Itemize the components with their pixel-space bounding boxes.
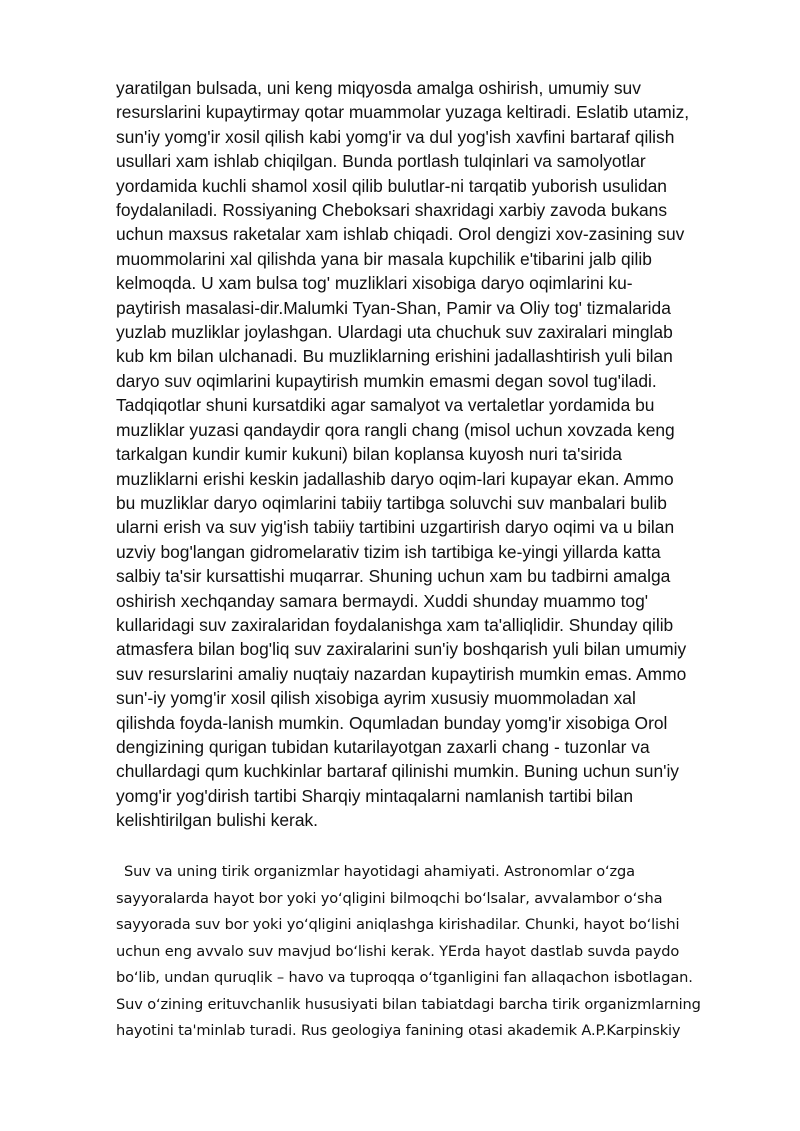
text-line: boʻlib, undan quruqlik – havo va tuproqqa oʻtganligini fan allaqachon isbotlagan. — [116, 969, 693, 986]
text-line: suv resurslarini amaliy nuqtaiy nazardan kupaytirish mumkin emas. Ammo — [116, 663, 687, 684]
text-line: uchun maxsus raketalar xam ishlab chiqadi. Orol dengizi xov-zasining suv — [116, 224, 685, 245]
text-line: paytirish masalasi-dir.Malumki Tyan-Shan, Pamir va Oliy tog' tizmalarida — [116, 297, 671, 318]
text-line: foydalaniladi. Rossiyaning Cheboksari shaxridagi xarbiy zavoda bukans — [116, 200, 668, 221]
text-line: qilishda foyda-lanish mumkin. Oqumladan bunday yomg'ir xisobiga Orol — [116, 712, 668, 733]
paragraph-2 — [116, 859, 738, 1045]
text-line: atmasfera bilan bog'liq suv zaxiralarini sun'iy boshqarish yuli bilan umumiy — [116, 639, 687, 660]
text-line: Tadqiqotlar shuni kursatdiki agar samalyot va vertaletlar yordamida bu — [116, 395, 655, 416]
text-line: muzliklar yuzasi qandaydir qora rangli chang (misol uchun xovzada keng — [116, 419, 675, 440]
text-line: uchun eng avvalo suv mavjud boʻlishi kerak. YErda hayot dastlab suvda paydo — [116, 942, 680, 960]
text-line: muommolarini xal qilishda yana bir masala kupchilik e'tibarini jalb qilib — [116, 248, 652, 269]
text-line: yaratilgan bulsada, uni keng miqyosda amalga oshirish, umumiy suv — [116, 78, 641, 98]
text-line: hayotini ta'minlab turadi. Rus geologiya fanining otasi akademik A.P.Karpinskiy — [116, 1022, 681, 1039]
text-line: yuzlab muzliklar joylashgan. Ulardagi uta chuchuk suv zaxiralari minglab — [116, 322, 673, 343]
text-line: sayyorada suv bor yoki yoʻqligini aniqlashga kirishadilar. Chunki, hayot boʻlishi — [116, 916, 680, 933]
text-line: chullardagi qum kuchkinlar bartaraf qilinishi mumkin. Buning uchun sun'iy — [116, 761, 680, 782]
text-line: ularni erish va suv yig'ish tabiiy tartibini uzgartirish daryo oqimi va u bilan — [116, 517, 675, 538]
text-line: kullaridagi suv zaxiralaridan foydalanishga xam ta'alliqlidir. Shunday qilib — [116, 614, 674, 635]
text-line: Suv oʻzining erituvchanlik hususiyati bilan tabiatdagi barcha tirik organizmlarning — [116, 995, 701, 1013]
text-line: usullari xam ishlab chiqilgan. Bunda portlash tulqinlari va samolyotlar — [116, 151, 646, 172]
text-line: kelishtirilgan bulishi kerak. — [116, 810, 319, 831]
text-line: tarkalgan kundir kumir kukuni) bilan koplansa kuyosh nuri ta'sirida — [116, 444, 622, 465]
text-line: muzliklarni erishi keskin jadallashib daryo oqim-lari kupayar ekan. Ammo — [116, 468, 674, 489]
text-line: resurslarini kupaytirmay qotar muammolar yuzaga keltiradi. Eslatib utamiz, — [116, 102, 690, 123]
text-line: sun'-iy yomg'ir xosil qilish xisobiga ayrim xususiy muommoladan xal — [116, 688, 636, 709]
text-line: salbiy ta'sir kursattishi muqarrar. Shuning uchun xam bu tadbirni amalga — [116, 566, 671, 587]
text-line: dengizining qurigan tubidan kutarilayotgan zaxarli chang - tuzonlar va — [116, 736, 650, 757]
text-line: oshirish xechqanday samara bermaydi. Xuddi shunday muammo tog' — [116, 590, 649, 611]
text-line: yordamida kuchli shamol xosil qilib bulutlar-ni tarqatib yuborish usulidan — [116, 175, 667, 196]
text-line: uzviy bog'langan gidromelarativ tizim ish tartibiga ke-yingi yillarda katta — [116, 541, 661, 562]
text-line: kelmoqda. U xam bulsa tog' muzliklari xisobiga daryo oqimlarini ku- — [116, 273, 633, 294]
text-line: daryo suv oqimlarini kupaytirish mumkin emasmi degan sovol tug'iladi. — [116, 370, 657, 391]
text-line: Suv va uning tirik organizmlar hayotidagi ahamiyati. Astronomlar oʻzga — [124, 863, 635, 880]
text-line: sayyoralarda hayot bor yoki yoʻqligini bilmoqchi boʻlsalar, avvalambor oʻsha — [116, 889, 663, 907]
text-line: sun'iy yomg'ir xosil qilish kabi yomg'ir va dul yog'ish xavfini bartaraf qilish — [116, 126, 675, 147]
text-line: bu muzliklar daryo oqimlarini tabiiy tartibga soluvchi suv manbalari bulib — [116, 492, 667, 513]
text-line: yomg'ir yog'dirish tartibi Sharqiy mintaqalarni namlanish tartibi bilan — [116, 785, 633, 806]
text-line: kub km bilan ulchanadi. Bu muzliklarning erishini jadallashtirish yuli bilan — [116, 346, 673, 367]
paragraph-1 — [116, 76, 738, 833]
